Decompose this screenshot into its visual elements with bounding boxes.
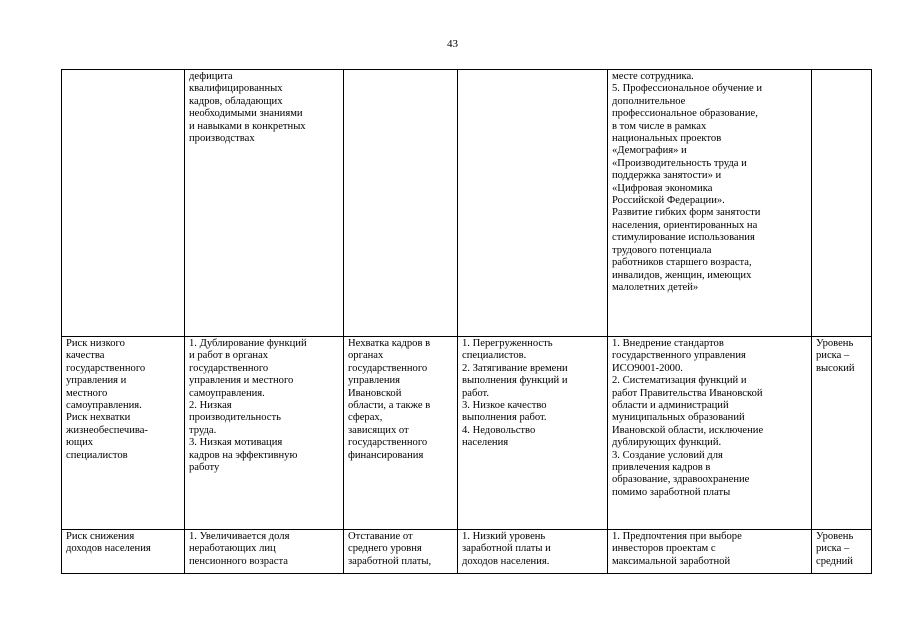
level-cell: Уровень риска – высокий	[812, 337, 872, 530]
causes-cell: 1. Увеличивается доля неработающих лиц пенсионного возраста	[185, 530, 344, 574]
consequences-cell	[344, 70, 458, 337]
measures-cell: 1. Предпочтения при выборе инвесторов проектам с максимальной заработной	[608, 530, 812, 574]
effects-cell: 1. Перегруженность специалистов. 2. Затягивание времени выполнения функций и работ. 3. Низкое качество выполнения работ. 4. Недовольство населения	[458, 337, 608, 530]
effects-cell	[458, 70, 608, 337]
table-row	[62, 70, 872, 337]
level-cell: Уровень риска – средний	[812, 530, 872, 574]
risk-cell: Риск снижения доходов населения	[62, 530, 185, 574]
level-cell	[812, 70, 872, 337]
measures-cell: 1. Внедрение стандартов государственного управления ИСО9001-2000. 2. Систематизация функций и работ Правительства Ивановской области и администраций муниципальных образований Ивановской области, исключение дублирующих функций. 3. Создание условий для привлечения кадров в образование, здравоохранение помимо заработной платы	[608, 337, 812, 530]
causes-cell: дефицита квалифицированных кадров, обладающих необходимыми знаниями и навыками в конкретных производствах	[185, 70, 344, 337]
table-row	[62, 337, 872, 530]
risk-table	[61, 69, 872, 574]
consequences-cell: Нехватка кадров в органах государственного управления Ивановской области, а также в сферах, зависящих от государственного финансирования	[344, 337, 458, 530]
causes-cell: 1. Дублирование функций и работ в органах государственного управления и местного самоуправления. 2. Низкая производительность труда. 3. Низкая мотивация кадров на эффективную работу	[185, 337, 344, 530]
consequences-cell: Отставание от среднего уровня заработной платы,	[344, 530, 458, 574]
page-number: 43	[447, 38, 458, 50]
measures-cell: месте сотрудника. 5. Профессиональное обучение и дополнительное профессиональное образование, в том числе в рамках национальных проектов «Демография» и «Производительность труда и поддержка занятости» и «Цифровая экономика Российской Федерации». Развитие гибких форм занятости населения, ориентированных на стимулирование использования трудового потенциала работников старшего возраста, инвалидов, женщин, имеющих малолетних детей»	[608, 70, 812, 337]
risk-cell	[62, 70, 185, 337]
risk-cell: Риск низкого качества государственного управления и местного самоуправления. Риск нехватки жизнеобеспечива- ющих специалистов	[62, 337, 185, 530]
table-row	[62, 530, 872, 574]
effects-cell: 1. Низкий уровень заработной платы и доходов населения.	[458, 530, 608, 574]
